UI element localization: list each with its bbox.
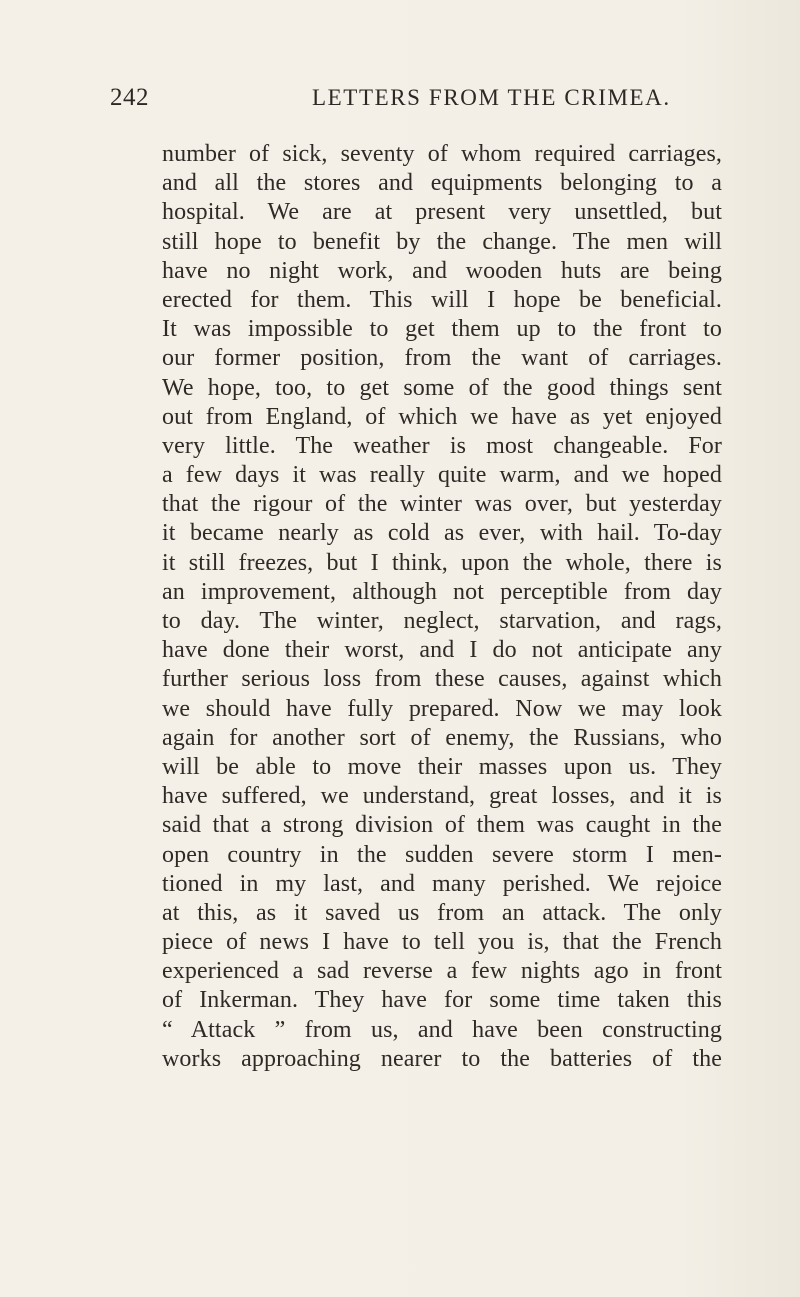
- text-line: a few days it was really quite warm, and we hoped: [162, 462, 722, 489]
- text-line: erected for them. This will I hope be beneficial.: [162, 286, 722, 313]
- text-line: it became nearly as cold as ever, with hail. To-day: [162, 520, 722, 547]
- body-text: [162, 140, 722, 1074]
- page-header: [0, 84, 800, 114]
- text-line: to day. The winter, neglect, starvation, and rags,: [162, 608, 722, 634]
- text-line: very little. The weather is most changeable. For: [162, 432, 722, 459]
- text-line: further serious loss from these causes, against which: [162, 666, 722, 693]
- text-line: hospital. We are at present very unsettled, but: [162, 199, 722, 226]
- text-line: again for another sort of enemy, the Russians, who: [162, 724, 722, 751]
- text-line: experienced a sad reverse a few nights ago in front: [162, 958, 722, 985]
- text-line: “ Attack ” from us, and have been constructing: [162, 1016, 722, 1043]
- text-line: out from England, of which we have as yet enjoyed: [162, 403, 722, 430]
- text-line: still hope to benefit by the change. The men will: [162, 228, 722, 255]
- text-line: said that a strong division of them was caught in the: [162, 812, 722, 839]
- text-line: it still freezes, but I think, upon the whole, there is: [162, 549, 722, 576]
- page-number: 242: [110, 84, 149, 111]
- text-line: of Inkerman. They have for some time taken this: [162, 987, 722, 1014]
- text-line: open country in the sudden severe storm I men-: [162, 841, 722, 868]
- text-line: piece of news I have to tell you is, that the French: [162, 929, 722, 956]
- text-line: number of sick, seventy of whom required carriages,: [162, 141, 722, 167]
- text-line: have suffered, we understand, great losses, and it is: [162, 783, 722, 810]
- text-line: It was impossible to get them up to the front to: [162, 316, 722, 343]
- text-line: tioned in my last, and many perished. We rejoice: [162, 870, 722, 897]
- text-line: an improvement, although not perceptible from day: [162, 578, 722, 605]
- running-title: LETTERS FROM THE CRIMEA.: [312, 85, 671, 110]
- text-line: have done their worst, and I do not anticipate any: [162, 637, 722, 664]
- text-line: will be able to move their masses upon us. They: [162, 753, 722, 780]
- text-line: at this, as it saved us from an attack. The only: [162, 899, 722, 926]
- text-line: that the rigour of the winter was over, but yesterday: [162, 491, 722, 518]
- text-line: works approaching nearer to the batteries of the: [162, 1045, 722, 1072]
- text-line: We hope, too, to get some of the good things sent: [162, 374, 722, 401]
- text-line: and all the stores and equipments belonging to a: [162, 170, 722, 197]
- text-line: we should have fully prepared. Now we may look: [162, 695, 722, 722]
- text-line: have no night work, and wooden huts are being: [162, 257, 722, 284]
- text-line: our former position, from the want of carriages.: [162, 345, 722, 372]
